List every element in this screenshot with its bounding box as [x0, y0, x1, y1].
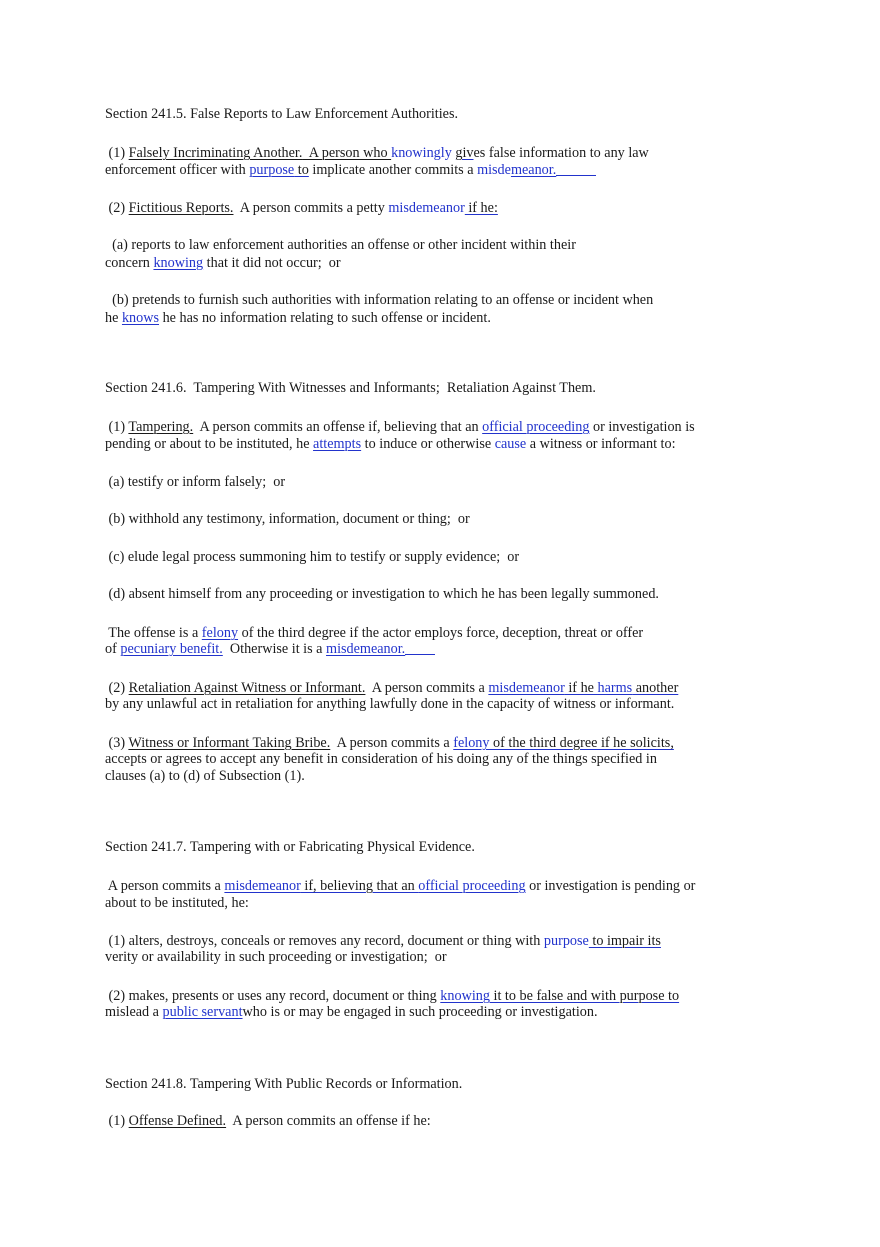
term-link[interactable]: official proceeding [418, 878, 526, 894]
term-link[interactable]: misdemeanor [388, 200, 465, 216]
section-heading-241-6: Section 241.6. Tampering With Witnesses and Informants; Retaliation Against Them. [105, 380, 596, 396]
paragraph-241-5-a-line2: concern knowing that it did not occur; or [105, 255, 341, 271]
subsection-title: Witness or Informant Taking Bribe. [128, 735, 331, 751]
term-link[interactable]: misdemeanor [224, 878, 301, 894]
term-link[interactable]: felony [201, 625, 239, 641]
underline-mark [556, 174, 596, 176]
term-link[interactable]: knowing [440, 988, 490, 1004]
term-link[interactable]: purpose [249, 162, 295, 178]
paragraph-241-6-grade-line1: The offense is a felony of the third degree if the actor employs force, deception, threat or offer [105, 625, 644, 641]
term-link[interactable]: purpose [543, 933, 589, 949]
paragraph-241-8-1: (1) Offense Defined. A person commits an offense if he: [105, 1113, 431, 1129]
paragraph-241-6-3-line1: (3) Witness or Informant Taking Bribe. A person commits a felony of the third degree if he solicits, [105, 735, 674, 751]
term-link[interactable]: knows [121, 310, 160, 326]
paragraph-241-5-b-line1: (b) pretends to furnish such authorities with information relating to an offense or incident when [105, 292, 654, 308]
subsection-title: Fictitious Reports. [128, 200, 234, 216]
term-link[interactable]: harms [597, 680, 633, 696]
paragraph-241-6-c: (c) elude legal process summoning him to testify or supply evidence; or [105, 549, 520, 565]
term-link[interactable]: felony [453, 735, 490, 751]
term-link[interactable]: knowingly [391, 145, 452, 161]
term-link[interactable]: misdemeanor [488, 680, 565, 696]
subsection-title: Offense Defined. [128, 1113, 227, 1129]
term-link[interactable]: attempts [313, 436, 362, 452]
term-link[interactable]: official proceeding [482, 419, 590, 435]
term-link[interactable]: public servant [162, 1004, 243, 1020]
underline-mark [405, 653, 435, 655]
paragraph-241-6-3-line3: clauses (a) to (d) of Subsection (1). [105, 768, 305, 784]
paragraph-241-7-2-line2: mislead a public servantwho is or may be engaged in such proceeding or investigation. [105, 1004, 598, 1020]
paragraph-241-5-2: (2) Fictitious Reports. A person commits a petty misdemeanor if he: [105, 200, 498, 216]
subsection-title: Tampering. [128, 419, 194, 435]
paragraph-241-6-b: (b) withhold any testimony, information, document or thing; or [105, 511, 470, 527]
term-link[interactable]: misde [477, 162, 511, 178]
paragraph-241-6-d: (d) absent himself from any proceeding or investigation to which he has been legally summoned. [105, 586, 659, 602]
paragraph-241-5-1-line1: (1) Falsely Incriminating Another. A person who knowingly gives false information to any law [105, 145, 649, 161]
paragraph-241-6-3-line2: accepts or agrees to accept any benefit in consideration of his doing any of the things specified in [105, 751, 657, 767]
paragraph-241-7-1-line1: (1) alters, destroys, conceals or removes any record, document or thing with purpose to impair its [105, 933, 661, 949]
term-link[interactable]: pecuniary benefit. [120, 641, 223, 657]
subsection-title: Falsely Incriminating Another. [128, 145, 303, 161]
paragraph-241-7-1-line2: verity or availability in such proceeding or investigation; or [105, 949, 447, 965]
section-heading-241-7: Section 241.7. Tampering with or Fabricating Physical Evidence. [105, 839, 475, 855]
paragraph-241-6-2-line1: (2) Retaliation Against Witness or Informant. A person commits a misdemeanor if he harms another [105, 680, 679, 696]
paragraph-241-6-grade-line2: of pecuniary benefit. Otherwise it is a misdemeanor. [105, 641, 435, 658]
paragraph-241-7-intro-line2: about to be instituted, he: [105, 895, 249, 911]
paragraph-241-7-2-line1: (2) makes, presents or uses any record, document or thing knowing it to be false and with purpose to [105, 988, 680, 1004]
paragraph-241-6-a: (a) testify or inform falsely; or [105, 474, 286, 490]
subsection-title: Retaliation Against Witness or Informant. [128, 680, 366, 696]
term-link[interactable]: knowing [153, 255, 204, 271]
paragraph-241-6-1-line1: (1) Tampering. A person commits an offense if, believing that an official proceeding or investigation is [105, 419, 695, 435]
term-link[interactable]: misdemeanor. [326, 641, 406, 657]
term-link[interactable]: cause [494, 436, 527, 452]
section-heading-241-5: Section 241.5. False Reports to Law Enforcement Authorities. [105, 106, 459, 122]
paragraph-241-6-1-line2: pending or about to be instituted, he attempts to induce or otherwise cause a witness or informant to: [105, 436, 676, 452]
paragraph-241-5-1-line2: enforcement officer with purpose to implicate another commits a misdemeanor. [105, 162, 596, 179]
section-heading-241-8: Section 241.8. Tampering With Public Records or Information. [105, 1076, 463, 1092]
paragraph-241-7-intro-line1: A person commits a misdemeanor if, believing that an official proceeding or investigation is pending or [105, 878, 696, 894]
paragraph-241-5-b-line2: he knows he has no information relating to such offense or incident. [105, 310, 491, 326]
paragraph-241-5-a-line1: (a) reports to law enforcement authorities an offense or other incident within their [105, 237, 576, 253]
paragraph-241-6-2-line2: by any unlawful act in retaliation for anything lawfully done in the capacity of witness or informant. [105, 696, 675, 712]
